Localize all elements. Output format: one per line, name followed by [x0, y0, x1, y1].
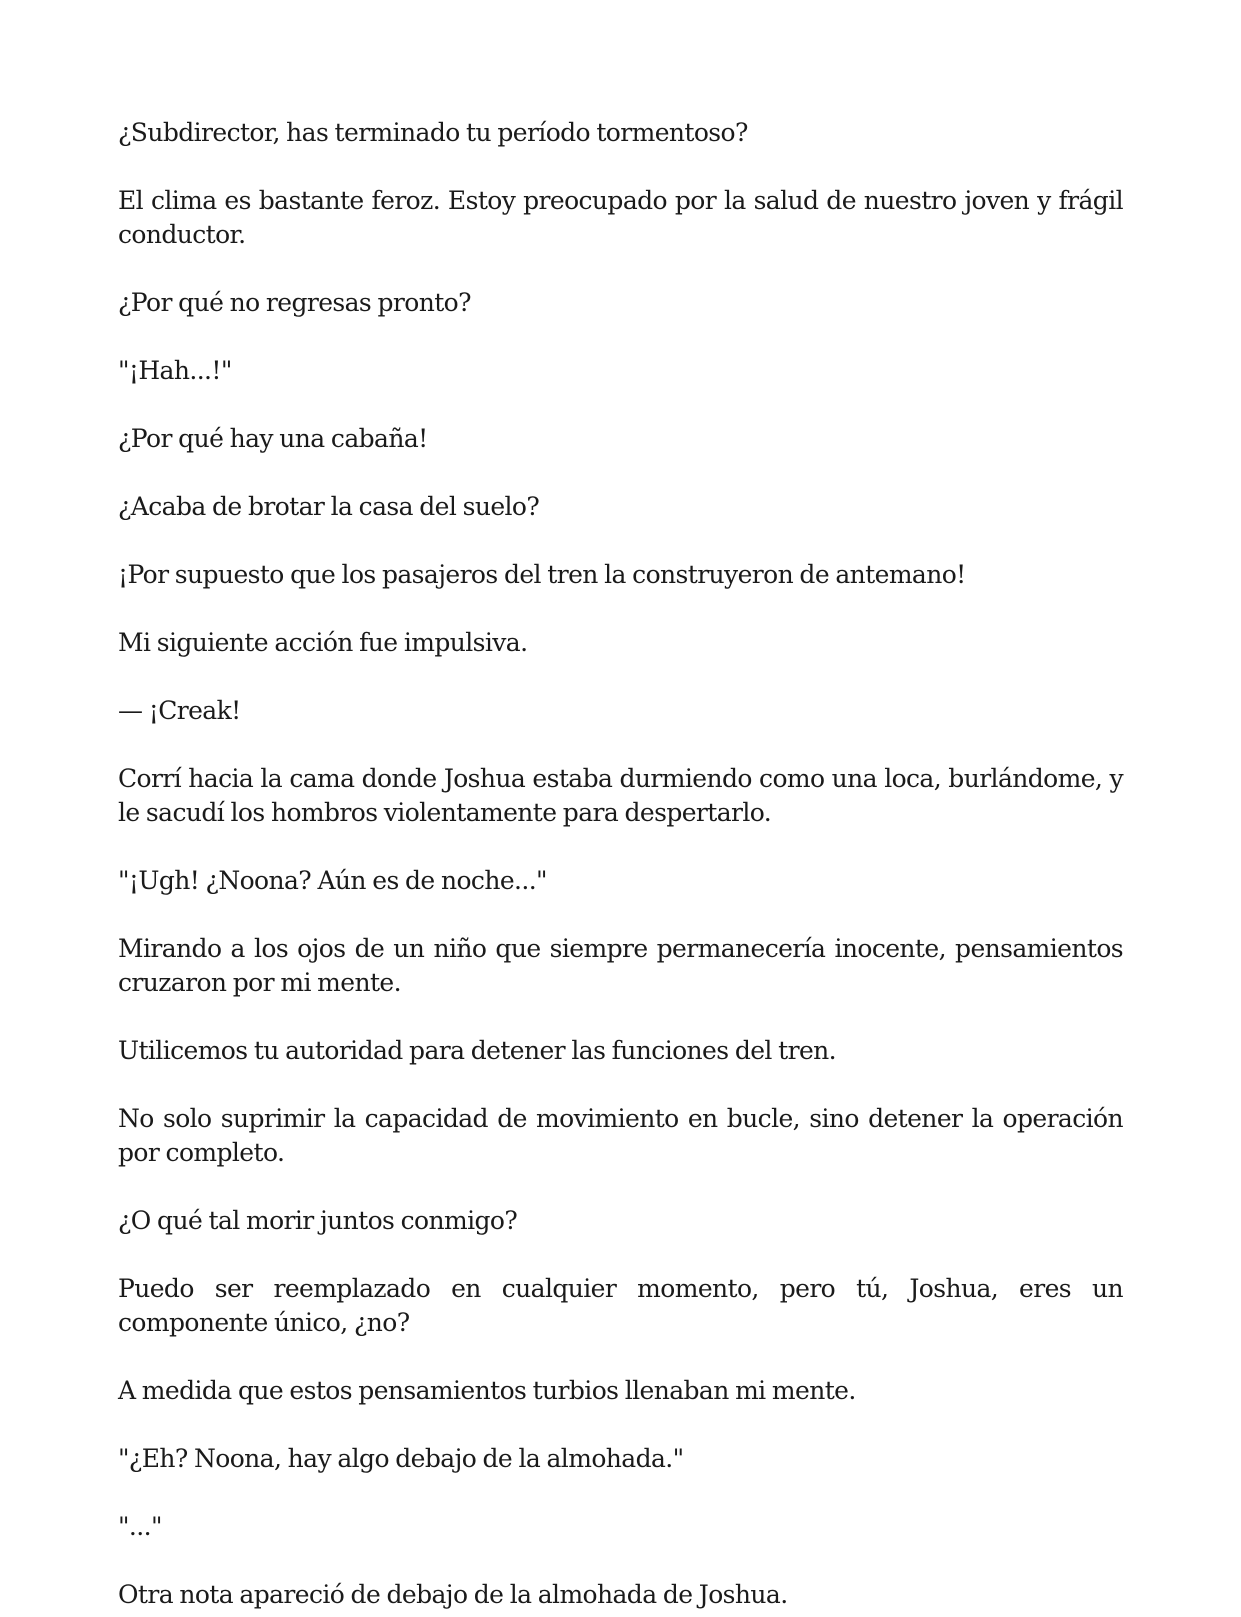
paragraph-2: El clima es bastante feroz. Estoy preocupado por la salud de nuestro joven y frágil conductor.	[118, 186, 1123, 249]
document-body	[118, 116, 1123, 1617]
paragraph-11: "¡Ugh! ¿Noona? Aún es de noche..."	[118, 866, 547, 895]
paragraph-7: ¡Por supuesto que los pasajeros del tren la construyeron de antemano!	[118, 560, 966, 589]
paragraph-1: ¿Subdirector, has terminado tu período tormentoso?	[118, 118, 748, 147]
paragraph-17: A medida que estos pensamientos turbios llenaban mi mente.	[118, 1376, 856, 1405]
paragraph-3: ¿Por qué no regresas pronto?	[118, 288, 471, 317]
paragraph-20: Otra nota apareció de debajo de la almohada de Joshua.	[118, 1580, 788, 1609]
paragraph-5: ¿Por qué hay una cabaña!	[118, 424, 428, 453]
paragraph-6: ¿Acaba de brotar la casa del suelo?	[118, 492, 540, 521]
paragraph-16: Puedo ser reemplazado en cualquier momento, pero tú, Joshua, eres un componente único, ¿no?	[118, 1274, 1123, 1337]
paragraph-10: Corrí hacia la cama donde Joshua estaba durmiendo como una loca, burlándome, y le sacudí los hombros violentamente para despertarlo.	[118, 764, 1123, 827]
paragraph-18: "¿Eh? Noona, hay algo debajo de la almohada."	[118, 1444, 684, 1473]
paragraph-4: "¡Hah...!"	[118, 356, 232, 385]
paragraph-15: ¿O qué tal morir juntos conmigo?	[118, 1206, 518, 1235]
paragraph-13: Utilicemos tu autoridad para detener las funciones del tren.	[118, 1036, 837, 1065]
paragraph-14: No solo suprimir la capacidad de movimiento en bucle, sino detener la operación por completo.	[118, 1104, 1123, 1167]
paragraph-8: Mi siguiente acción fue impulsiva.	[118, 628, 528, 657]
paragraph-9: — ¡Creak!	[118, 696, 241, 725]
paragraph-19: "..."	[118, 1512, 162, 1541]
paragraph-12: Mirando a los ojos de un niño que siempre permanecería inocente, pensamientos cruzaron por mi mente.	[118, 934, 1123, 997]
